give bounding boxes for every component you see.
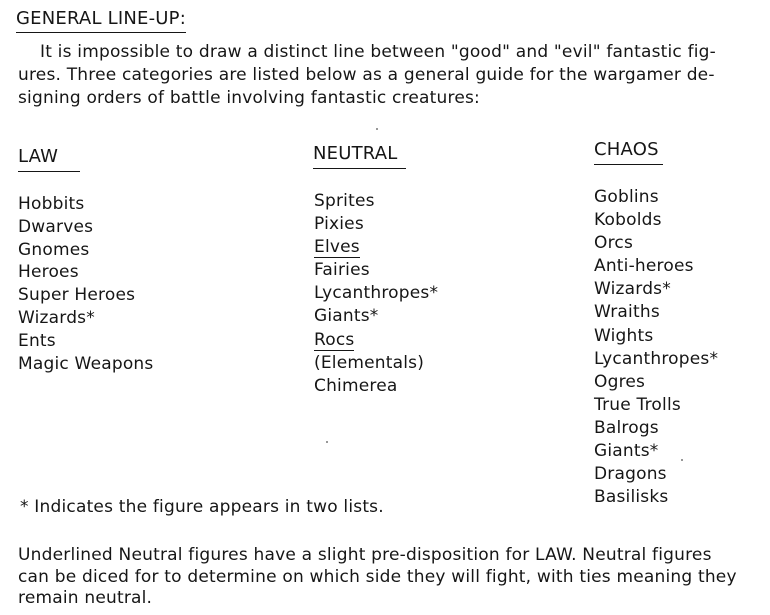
list-item: Wraiths (594, 302, 660, 323)
list-item: Orcs (594, 233, 634, 254)
intro-line: ures. Three categories are listed below as a general guide for the wargamer de- (18, 65, 715, 85)
list-item: Dragons (594, 464, 667, 485)
list-item: Wights (594, 325, 654, 346)
list-item: Wizards* (594, 279, 671, 300)
scan-speck (376, 128, 378, 130)
list-item: Ogres (594, 371, 646, 392)
chaos-list (594, 186, 718, 509)
underlined-text: Elves (314, 237, 360, 258)
list-item: Super Heroes (18, 285, 136, 306)
list-item: Lycanthropes* (314, 283, 439, 304)
neutral-column-title: NEUTRAL (313, 143, 406, 169)
list-item: Wizards* (18, 307, 95, 328)
list-item: Anti-heroes (594, 256, 694, 277)
section-heading: GENERAL LINE-UP: (16, 8, 186, 33)
list-item: Heroes (18, 262, 79, 283)
scan-speck (681, 459, 683, 461)
closing-line: can be diced for to determine on which side they will fight, with ties meaning they (18, 566, 737, 587)
list-item-underlined (314, 329, 438, 352)
list-item: Giants* (594, 441, 659, 462)
list-item: Chimerea (314, 375, 398, 396)
list-item: Kobolds (594, 210, 662, 231)
list-item: Fairies (314, 260, 370, 281)
chaos-column-title: CHAOS (594, 139, 663, 165)
list-item: Giants* (314, 306, 379, 327)
intro-line: signing orders of battle involving fantastic creatures: (18, 88, 480, 108)
intro-line: It is impossible to draw a distinct line between "good" and "evil" fantastic fig- (40, 42, 717, 62)
list-item: Magic Weapons (18, 353, 154, 374)
law-list (18, 193, 153, 375)
closing-paragraph (18, 545, 763, 610)
list-item: Balrogs (594, 417, 659, 438)
list-item: (Elementals) (314, 352, 425, 373)
law-column-title: LAW (18, 146, 80, 172)
list-item: Pixies (314, 214, 364, 235)
list-item: Gnomes (18, 239, 90, 260)
underlined-text: Rocs (314, 329, 355, 350)
list-item: Goblins (594, 187, 659, 207)
footnote: * Indicates the figure appears in two lists. (20, 497, 384, 517)
list-item: Hobbits (18, 194, 85, 214)
list-item: Lycanthropes* (594, 348, 719, 369)
list-item-underlined (314, 236, 438, 259)
intro-paragraph (18, 41, 748, 110)
list-item: Basilisks (594, 487, 669, 508)
neutral-list (314, 190, 438, 398)
list-item: Dwarves (18, 216, 94, 237)
list-item: Ents (18, 330, 56, 351)
list-item: True Trolls (594, 394, 681, 415)
closing-line: Underlined Neutral figures have a slight pre-disposition for LAW. Neutral figures (18, 545, 712, 565)
scan-speck (326, 441, 328, 443)
list-item: Sprites (314, 191, 375, 211)
closing-line: remain neutral. (18, 588, 153, 608)
